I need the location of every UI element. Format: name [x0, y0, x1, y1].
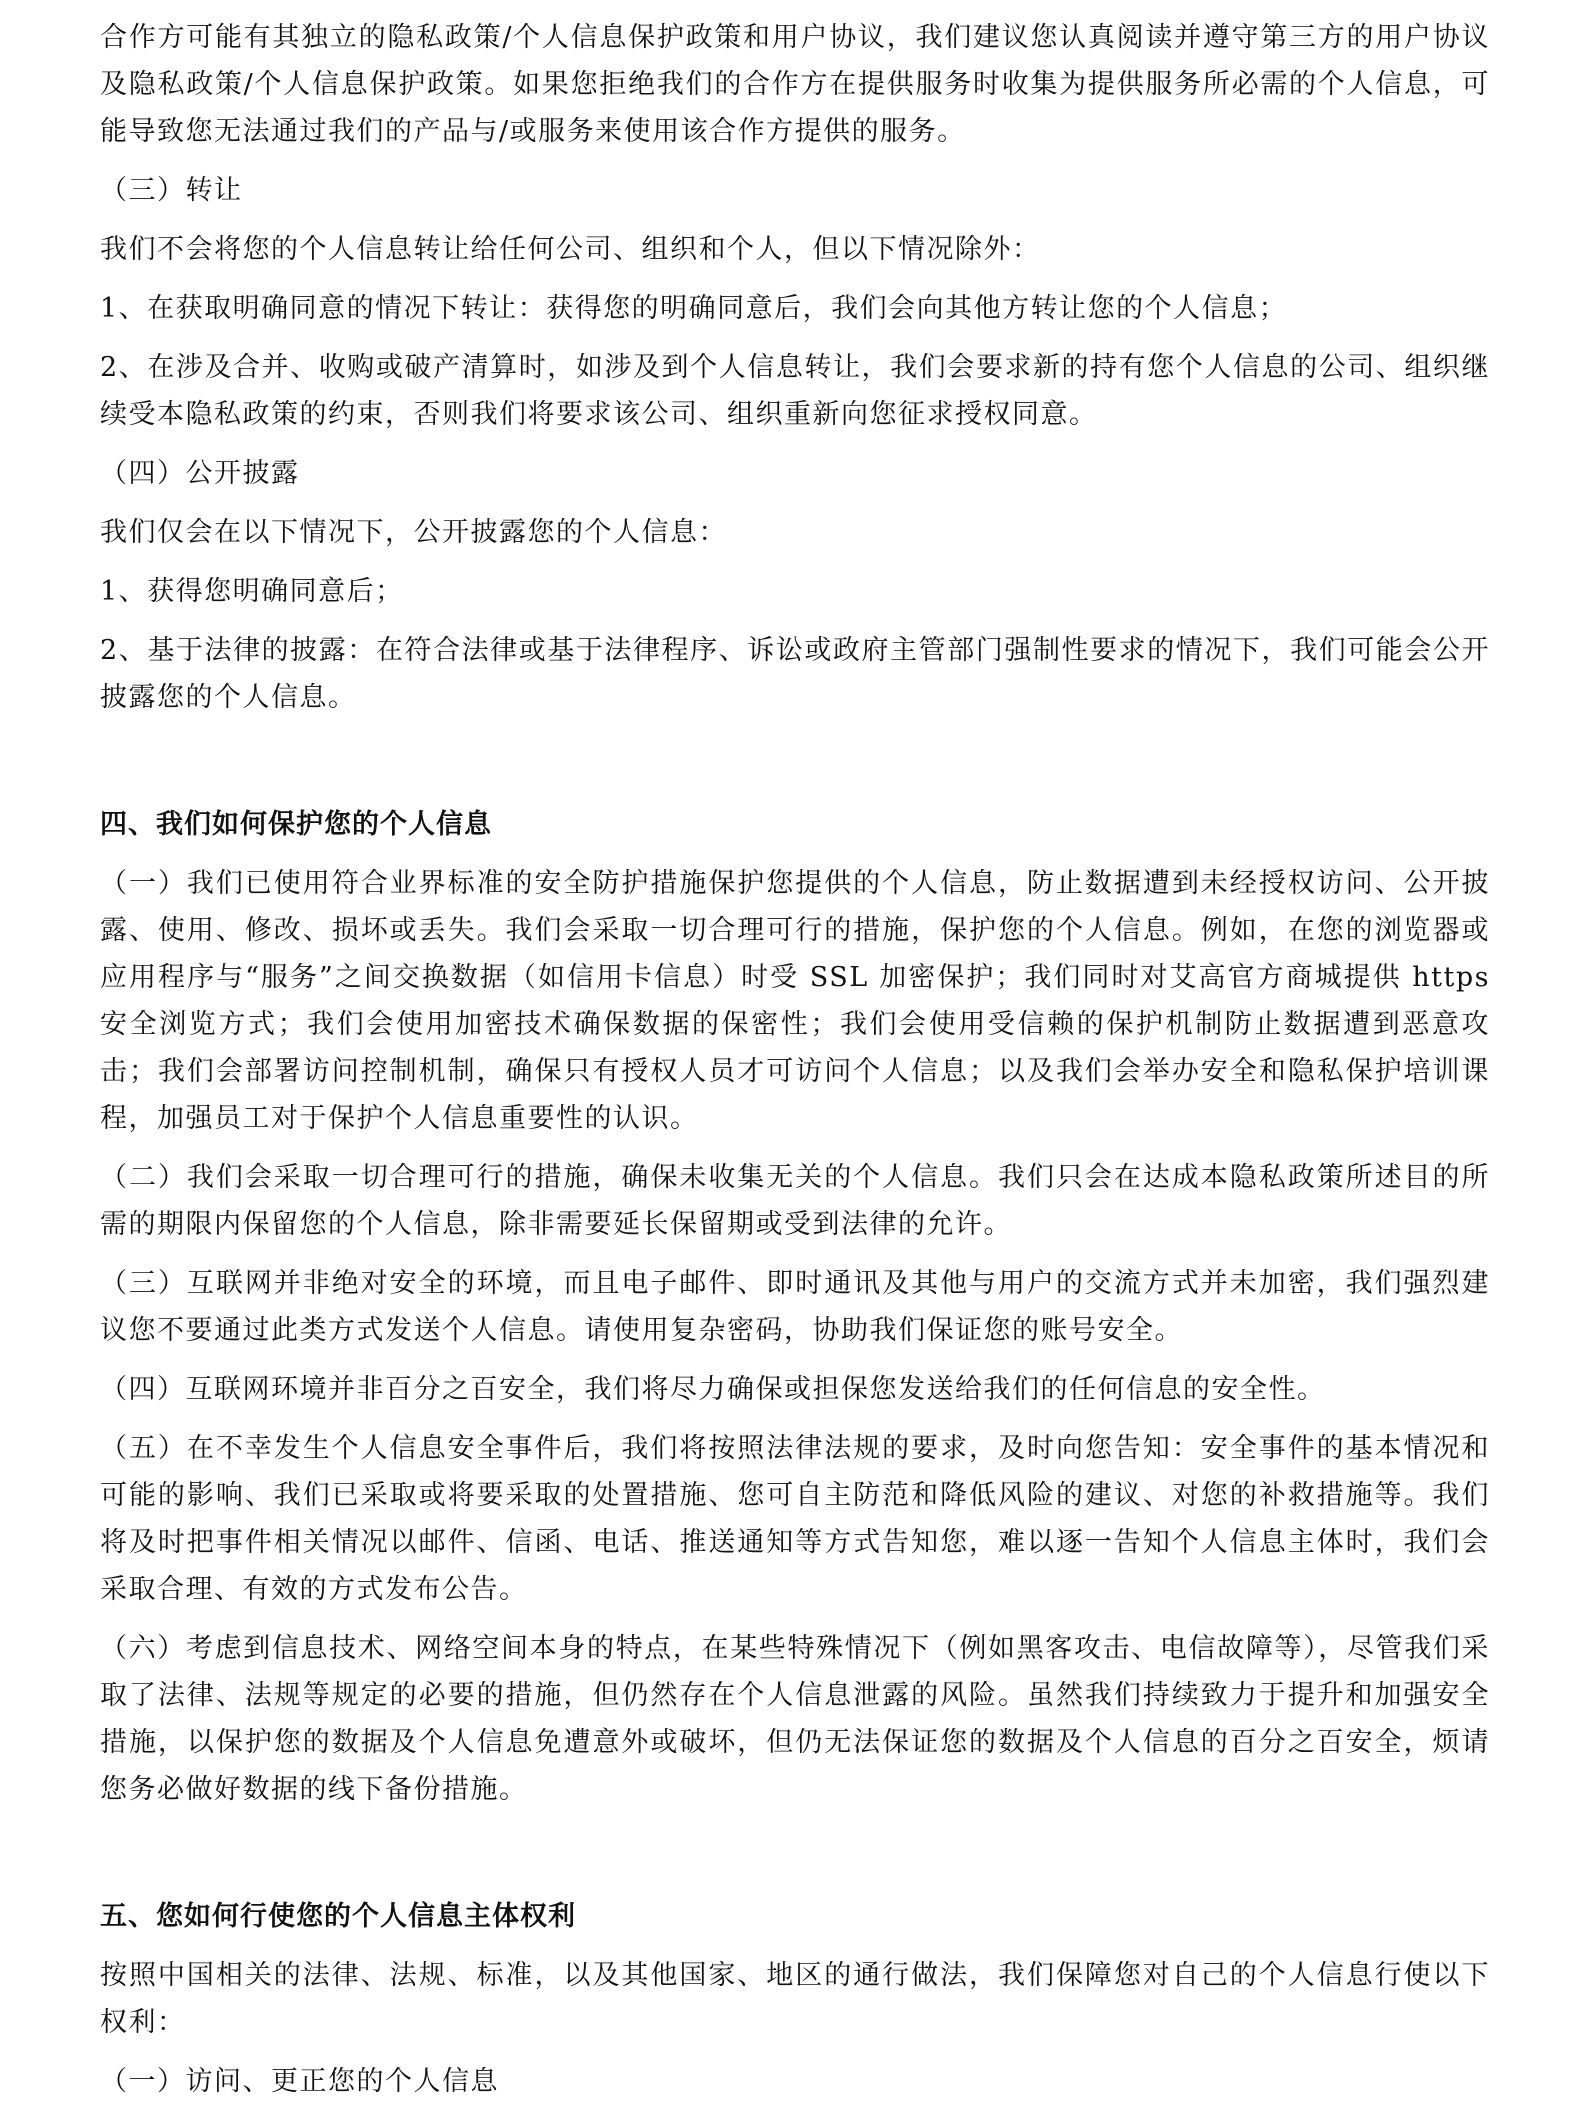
section-heading-protection: 四、我们如何保护您的个人信息 — [100, 809, 492, 840]
paragraph-protection-2: （二）我们会采取一切合理可行的措施，确保未收集无关的个人信息。我们只会在达成本隐私政策所述目的所需的期限内保留您的个人信息，除非需要延长保留期或受到法律的允许。 — [100, 1162, 1490, 1240]
subheading-transfer: （三）转让 — [100, 175, 243, 206]
subheading-public-disclosure: （四）公开披露 — [100, 458, 300, 489]
paragraph-transfer-intro: 我们不会将您的个人信息转让给任何公司、组织和个人，但以下情况除外： — [100, 234, 1041, 265]
paragraph-protection-5: （五）在不幸发生个人信息安全事件后，我们将按照法律法规的要求，及时向您告知：安全事件的基本情况和可能的影响、我们已采取或将要采取的处置措施、您可自主防范和降低风险的建议、对您的补救措施等。我们将及时把事件相关情况以邮件、信函、电话、推送通知等方式告知您，难以逐一告知个人信息主体时，我们会采取合理、有效的方式发布公告。 — [100, 1433, 1490, 1605]
section-heading-rights: 五、您如何行使您的个人信息主体权利 — [100, 1901, 576, 1932]
paragraph-protection-6: （六）考虑到信息技术、网络空间本身的特点，在某些特殊情况下（例如黑客攻击、电信故障等），尽管我们采取了法律、法规等规定的必要的措施，但仍然存在个人信息泄露的风险。虽然我们持续致力于提升和加强安全措施，以保护您的数据及个人信息免遭意外或破坏，但仍无法保证您的数据及个人信息的百分之百安全，烦请您务必做好数据的线下备份措施。 — [100, 1633, 1490, 1805]
paragraph-disclosure-item-2: 2、基于法律的披露：在符合法律或基于法律程序、诉讼或政府主管部门强制性要求的情况下，我们可能会公开披露您的个人信息。 — [100, 635, 1490, 713]
paragraph-protection-3: （三）互联网并非绝对安全的环境，而且电子邮件、即时通讯及其他与用户的交流方式并未加密，我们强烈建议您不要通过此类方式发送个人信息。请使用复杂密码，协助我们保证您的账号安全。 — [100, 1268, 1490, 1346]
paragraph-disclosure-item-1: 1、获得您明确同意后； — [100, 576, 404, 607]
paragraph-partner-policy: 合作方可能有其独立的隐私政策/个人信息保护政策和用户协议，我们建议您认真阅读并遵守第三方的用户协议及隐私政策/个人信息保护政策。如果您拒绝我们的合作方在提供服务时收集为提供服务所必需的个人信息，可能导致您无法通过我们的产品与/或服务来使用该合作方提供的服务。 — [100, 22, 1490, 147]
paragraph-rights-intro: 按照中国相关的法律、法规、标准，以及其他国家、地区的通行做法，我们保障您对自己的个人信息行使以下权利： — [100, 1960, 1490, 2038]
paragraph-transfer-item-2: 2、在涉及合并、收购或破产清算时，如涉及到个人信息转让，我们会要求新的持有您个人信息的公司、组织继续受本隐私政策的约束，否则我们将要求该公司、组织重新向您征求授权同意。 — [100, 352, 1490, 430]
paragraph-transfer-item-1: 1、在获取明确同意的情况下转让：获得您的明确同意后，我们会向其他方转让您的个人信息； — [100, 293, 1288, 324]
paragraph-protection-4: （四）互联网环境并非百分之百安全，我们将尽力确保或担保您发送给我们的任何信息的安全性。 — [100, 1374, 1326, 1405]
paragraph-protection-1: （一）我们已使用符合业界标准的安全防护措施保护您提供的个人信息，防止数据遭到未经授权访问、公开披露、使用、修改、损坏或丢失。我们会采取一切合理可行的措施，保护您的个人信息。例如，在您的浏览器或应用程序与“服务”之间交换数据（如信用卡信息）时受 SSL 加密保护；我们同时对艾高官方商城提供 https 安全浏览方式；我们会使用加密技术确保数据的保密性；我们会使用受信赖的保护机制防止数据遭到恶意攻击；我们会部署访问控制机制，确保只有授权人员才可访问个人信息；以及我们会举办安全和隐私保护培训课程，加强员工对于保护个人信息重要性的认识。 — [100, 868, 1490, 1134]
subheading-access-correct: （一）访问、更正您的个人信息 — [100, 2066, 499, 2097]
paragraph-disclosure-intro: 我们仅会在以下情况下，公开披露您的个人信息： — [100, 517, 727, 548]
document-page — [100, 14, 1490, 2117]
